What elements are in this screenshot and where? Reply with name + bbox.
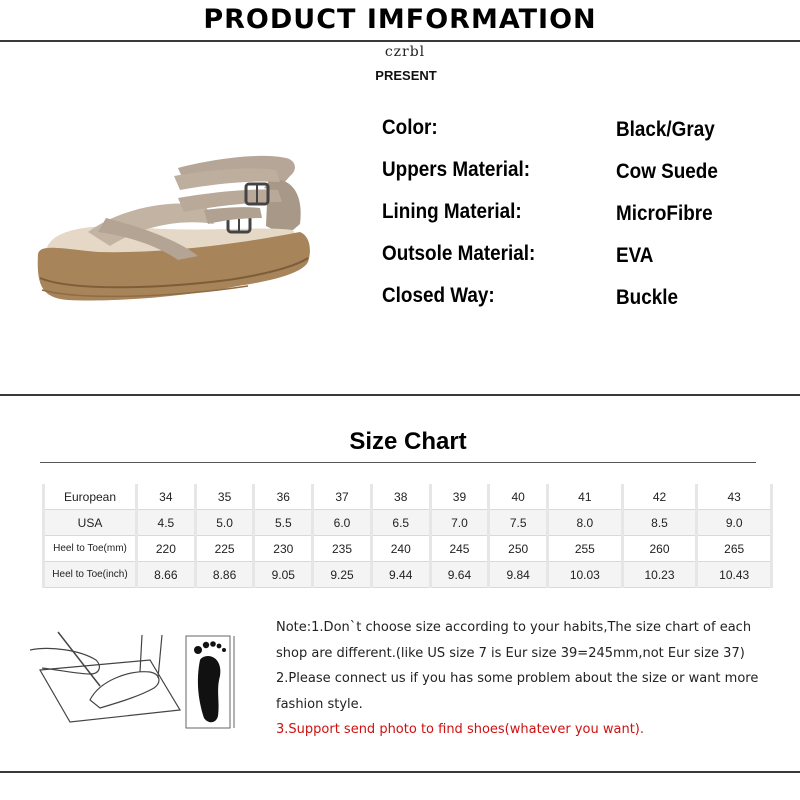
table-cell: 4.5	[138, 510, 194, 536]
table-cell: 9.0	[698, 510, 770, 536]
spec-value-color: Black/Gray	[616, 118, 715, 141]
table-cell: 38	[373, 484, 429, 510]
brand-logo: czrbl	[384, 44, 426, 60]
size-chart-divider	[40, 462, 756, 463]
table-row	[45, 510, 770, 536]
table-cell: 8.0	[549, 510, 621, 536]
footer-divider	[0, 771, 800, 773]
table-cell: 10.03	[549, 562, 621, 588]
table-cell: 10.23	[624, 562, 696, 588]
section-divider	[0, 394, 800, 396]
table-cell: 250	[490, 536, 546, 562]
table-cell: 10.43	[698, 562, 770, 588]
table-cell: 255	[549, 536, 621, 562]
size-chart-table	[42, 484, 773, 588]
spec-value-lining-material: MicroFibre	[616, 202, 713, 225]
table-cell: 9.44	[373, 562, 429, 588]
table-cell: 8.66	[138, 562, 194, 588]
brand-present-label: PRESENT	[375, 68, 437, 83]
table-cell: 5.0	[197, 510, 253, 536]
spec-label-closed-way: Closed Way:	[382, 284, 495, 307]
table-cell: 8.5	[624, 510, 696, 536]
table-cell: 40	[490, 484, 546, 510]
table-row	[45, 562, 770, 588]
spec-label-outsole-material: Outsole Material:	[382, 242, 536, 265]
table-cell: 41	[549, 484, 621, 510]
table-cell: 9.25	[314, 562, 370, 588]
spec-value-uppers-material: Cow Suede	[616, 160, 718, 183]
size-chart-title: Size Chart	[349, 428, 467, 455]
foot-measure-illustration	[30, 630, 250, 730]
table-cell: 7.5	[490, 510, 546, 536]
table-cell: 230	[255, 536, 311, 562]
table-cell: 260	[624, 536, 696, 562]
note-line-5: 3.Support send photo to find shoes(whatever you want).	[276, 722, 645, 737]
table-cell: 9.84	[490, 562, 546, 588]
note-line-1: Note:1.Don`t choose size according to your habits,The size chart of each	[276, 620, 752, 635]
table-cell: 6.5	[373, 510, 429, 536]
table-cell: 240	[373, 536, 429, 562]
table-row	[45, 484, 770, 510]
table-cell: 245	[432, 536, 488, 562]
page-title: PRODUCT IMFORMATION	[203, 4, 597, 35]
table-cell: 43	[698, 484, 770, 510]
spec-value-outsole-material: EVA	[616, 244, 654, 267]
note-line-3: 2.Please connect us if you has some problem about the size or want more	[276, 671, 759, 686]
header-divider	[0, 40, 800, 42]
table-row	[45, 536, 770, 562]
spec-value-closed-way: Buckle	[616, 286, 678, 309]
table-cell: 34	[138, 484, 194, 510]
table-cell: 39	[432, 484, 488, 510]
table-cell: 9.64	[432, 562, 488, 588]
table-cell: 35	[197, 484, 253, 510]
table-cell: 36	[255, 484, 311, 510]
note-line-4: fashion style.	[276, 697, 363, 712]
table-cell: 5.5	[255, 510, 311, 536]
table-cell: 225	[197, 536, 253, 562]
row-label: Heel to Toe(mm)	[45, 536, 135, 562]
spec-label-color: Color:	[382, 116, 438, 139]
row-label: European	[45, 484, 135, 510]
table-cell: 9.05	[255, 562, 311, 588]
table-cell: 8.86	[197, 562, 253, 588]
spec-label-uppers-material: Uppers Material:	[382, 158, 531, 181]
table-cell: 6.0	[314, 510, 370, 536]
note-line-2: shop are different.(like US size 7 is Eur size 39=245mm,not Eur size 37)	[276, 646, 745, 661]
table-cell: 265	[698, 536, 770, 562]
table-cell: 37	[314, 484, 370, 510]
table-cell: 42	[624, 484, 696, 510]
spec-label-lining-material: Lining Material:	[382, 200, 522, 223]
product-image-sandal	[28, 140, 318, 320]
row-label: USA	[45, 510, 135, 536]
table-cell: 220	[138, 536, 194, 562]
table-cell: 235	[314, 536, 370, 562]
row-label: Heel to Toe(inch)	[45, 562, 135, 588]
table-cell: 7.0	[432, 510, 488, 536]
